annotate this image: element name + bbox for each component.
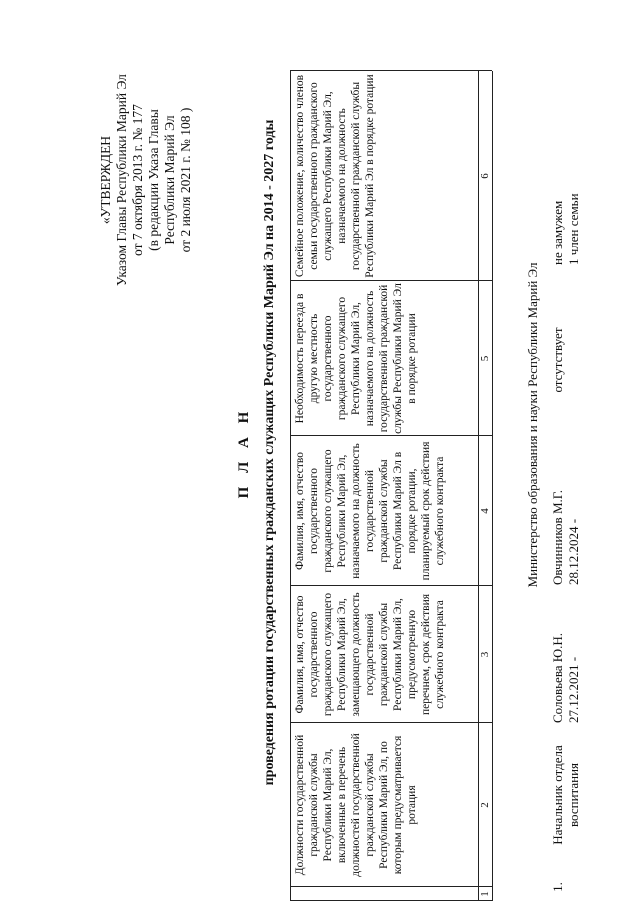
approval-line: «УТВЕРЖДЕН bbox=[98, 135, 113, 225]
table-top-border bbox=[290, 71, 291, 901]
column-number: 2 bbox=[479, 802, 491, 808]
approval-line: от 7 октября 2013 г. № 177 bbox=[130, 104, 145, 256]
rotation-table bbox=[290, 71, 510, 901]
cell-family-status bbox=[550, 75, 582, 275]
header-relocation: Необходимость переезда в другую местность государственного гражданского служащего Республики Марий Эл, назначаемого на должность государственной гражданской службы Республики Марий Эл в порядке ротации bbox=[294, 283, 418, 434]
column-divider bbox=[290, 722, 492, 723]
column-divider bbox=[290, 585, 492, 586]
column-number: 6 bbox=[479, 173, 491, 179]
cell-position-line: Начальник отдела bbox=[550, 745, 565, 845]
column-divider bbox=[290, 280, 492, 281]
table-right-border bbox=[290, 70, 492, 71]
column-number: 4 bbox=[479, 508, 491, 514]
section-ministry: Министерство образования и науки Республики Марий Эл bbox=[525, 262, 540, 588]
table-left-border bbox=[290, 900, 492, 901]
header-family-status: Семейное положение, количество членов семьи государственного гражданского служащего Республики Марий Эл, назначаемого на должность государственной гражданской службы Республики Марий Эл в порядке ротации bbox=[294, 74, 376, 278]
approval-line: Указом Главы Республики Марий Эл bbox=[114, 74, 129, 286]
cell-relocation: отсутствует bbox=[550, 327, 565, 393]
cell-family-line: 1 член семьи bbox=[566, 193, 581, 265]
approval-block bbox=[98, 15, 194, 345]
cell-appointee bbox=[550, 445, 582, 585]
approval-line: Республики Марий Эл bbox=[162, 115, 177, 245]
plan-title: П Л А Н bbox=[236, 406, 252, 499]
column-number: 1 bbox=[479, 891, 491, 897]
cell-position-line: воспитания bbox=[566, 762, 581, 828]
approval-line: от 2 июля 2021 г. № 108 ) bbox=[178, 107, 193, 253]
column-divider bbox=[290, 435, 492, 436]
header-appointee: Фамилия, имя, отчество государственного гражданского служащего Республики Марий Эл, назначаемого на должность государственной гражданской службы Республики Марий Эл в порядке ротации, планируемый срок действия служебного контракта bbox=[294, 441, 446, 581]
header-current-employee: Фамилия, имя, отчество государственного гражданского служащего Республики Марий Эл, замещающего должность государственной гражданской службы Республики Марий Эл, предусмотренную перечнем, срок действия служебного контракта bbox=[294, 592, 446, 717]
plan-subtitle: проведения ротации государственных гражданских служащих Республики Марий Эл на 2014 - 2027 годы bbox=[262, 119, 277, 786]
number-row-bottom-border bbox=[492, 71, 493, 901]
approval-line: (в редакции Указа Главы bbox=[146, 109, 161, 251]
cell-appointee-line: Овчинников М.Г. bbox=[550, 489, 565, 585]
row-number: 1. bbox=[550, 882, 565, 892]
cell-current-line: Соловьева Ю.Н. bbox=[550, 632, 565, 723]
column-divider bbox=[290, 886, 492, 887]
cell-position bbox=[550, 715, 582, 875]
cell-appointee-line: 28.12.2024 - bbox=[566, 518, 581, 585]
header-position: Должности государственной гражданской службы Республики Марий Эл, включенные в перечень должностей государственной гражданской службы Республики Марий Эл, по которым предусматривается ротация bbox=[294, 733, 418, 877]
column-number: 3 bbox=[479, 651, 491, 658]
cell-current-line: 27.12.2021 - bbox=[566, 656, 581, 723]
cell-current-employee bbox=[550, 593, 582, 723]
cell-family-line: не замужем bbox=[550, 200, 565, 265]
column-number: 5 bbox=[479, 355, 491, 362]
